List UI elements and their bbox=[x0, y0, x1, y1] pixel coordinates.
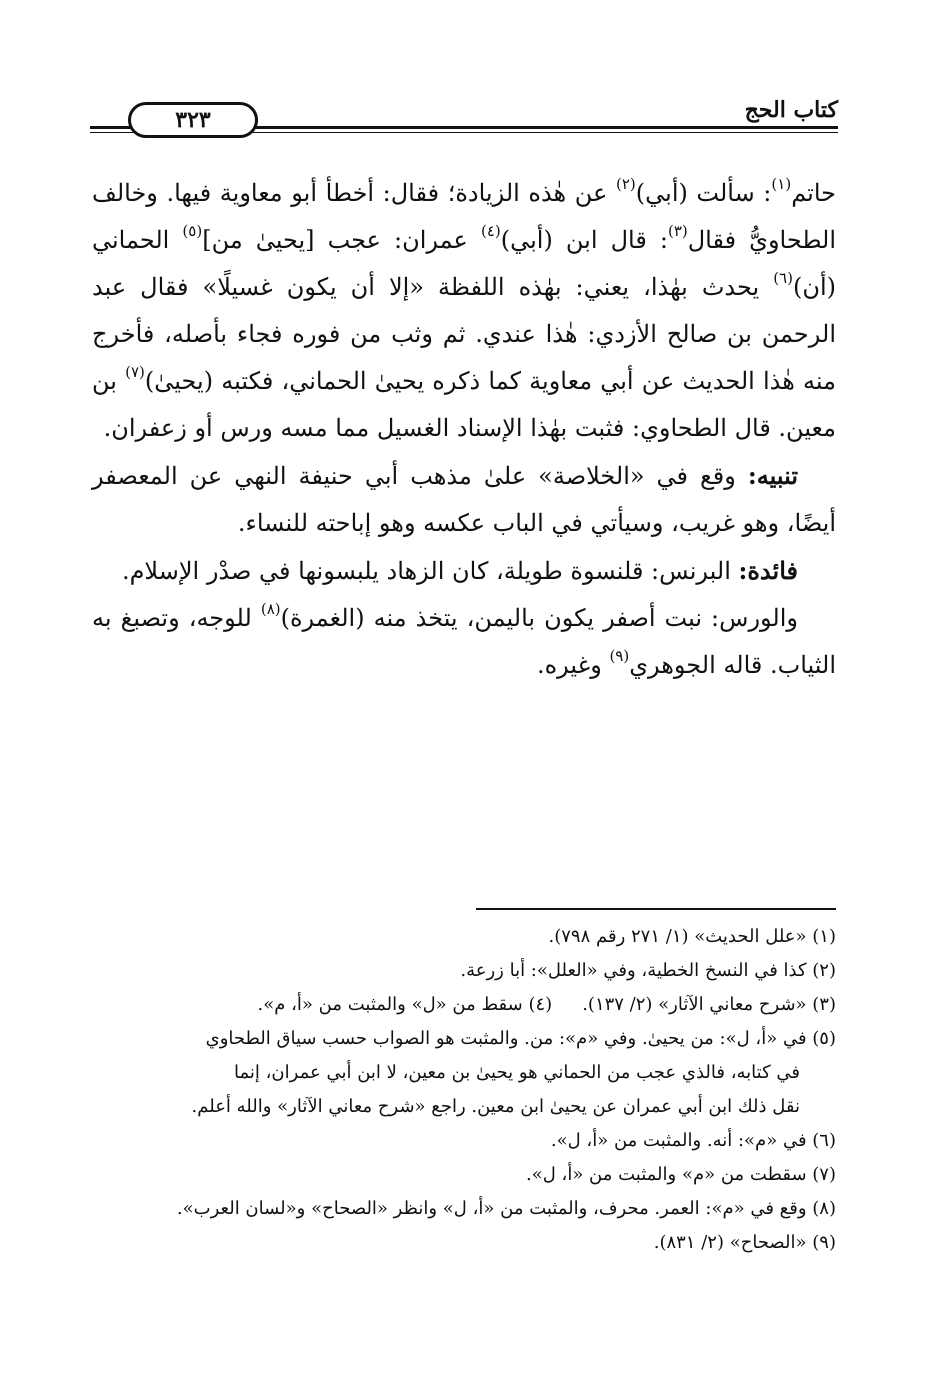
footnote-5: (٥) في «أ، ل»: من يحيىٰ. وفي «م»: من. والمثبت هو الصواب حسب سياق الطحاوي bbox=[205, 1028, 836, 1049]
text-run: : سألت (أبي) bbox=[635, 179, 772, 207]
faida-label: فائدة: bbox=[738, 556, 798, 585]
footnote-row-3-4 bbox=[92, 988, 836, 1022]
footnote-4: (٤) سقط من «ل» والمثبت من «أ، م». bbox=[257, 994, 553, 1015]
tanbih-label: تنبيه: bbox=[747, 461, 799, 490]
footnote-6: (٦) في «م»: أنه. والمثبت من «أ، ل». bbox=[550, 1130, 836, 1151]
footnote-2: (٢) كذا في النسخ الخطية، وفي «العلل»: أبا زرعة. bbox=[460, 960, 836, 981]
page-number: ٣٢٣ bbox=[128, 102, 258, 138]
footnote-5-continued: في كتابه، فالذي عجب من الحماني هو يحيىٰ بن معين، لا ابن أبي عمران، إنما bbox=[234, 1062, 800, 1083]
text-run: الحماني (أن) bbox=[92, 226, 836, 301]
footnote-ref-4[interactable]: (٤) bbox=[480, 222, 501, 240]
footnote-ref-2[interactable]: (٢) bbox=[615, 175, 636, 193]
footnote-separator bbox=[476, 908, 836, 910]
footnote-ref-6[interactable]: (٦) bbox=[773, 269, 793, 287]
footnote-ref-3[interactable]: (٣) bbox=[667, 222, 688, 240]
text-run: للوجه، وتصبغ به الثياب. قاله الجوهري bbox=[92, 604, 836, 679]
page-header bbox=[90, 96, 838, 136]
paragraph-hatim bbox=[92, 170, 836, 452]
text-run: عمران: عجب [يحيىٰ من] bbox=[202, 226, 481, 254]
text-run: البرنس: قلنسوة طويلة، كان الزهاد يلبسونها في صدْر الإسلام. bbox=[121, 557, 739, 585]
text-run: وقع في «الخلاصة» علىٰ مذهب أبي حنيفة النهي عن المعصفر أيضًا، وهو غريب، وسيأتي في الباب عكسه وهو إباحته للنساء. bbox=[92, 462, 836, 537]
text-run: بن معين. قال الطحاوي: فثبت بهٰذا الإسناد الغسيل مما مسه ورس أو زعفران. bbox=[92, 367, 836, 442]
footnote-ref-9[interactable]: (٩) bbox=[609, 647, 630, 665]
text-run: يحدث بهٰذا، يعني: بهٰذه اللفظة «إلا أن يكون غسيلًا» فقال عبد الرحمن بن صالح الأزدي: هٰذا عندي. ثم وثب من فوره فجاء بأصله، فأخرج منه هٰذا الحديث عن أبي معاوية كما ذكره يحيىٰ الحماني، فكتبه (يحيىٰ) bbox=[92, 273, 837, 395]
footnote-ref-8[interactable]: (٨) bbox=[260, 600, 281, 618]
paragraph-faida bbox=[92, 547, 836, 595]
book-title: كتاب الحج bbox=[735, 96, 838, 124]
text-run: عن هٰذه الزيادة؛ فقال: أخطأ أبو معاوية فيها. وخالف الطحاويُّ فقال bbox=[92, 179, 837, 254]
footnote-ref-5[interactable]: (٥) bbox=[182, 222, 203, 240]
footnote-9: (٩) «الصحاح» (٢/ ٨٣١). bbox=[653, 1232, 836, 1253]
footnote-ref-7[interactable]: (٧) bbox=[125, 363, 145, 381]
text-run: والورس: نبت أصفر يكون باليمن، يتخذ منه (الغمرة) bbox=[280, 604, 798, 632]
text-run: وغيره. bbox=[536, 651, 610, 679]
main-text bbox=[92, 170, 836, 689]
footnote-1: (١) «علل الحديث» (١/ ٢٧١ رقم ٧٩٨). bbox=[548, 926, 836, 947]
text-run: حاتم bbox=[791, 179, 836, 207]
footnote-3: (٣) «شرح معاني الآثار» (٢/ ١٣٧). bbox=[582, 994, 836, 1015]
footnote-ref-1[interactable]: (١) bbox=[771, 175, 792, 193]
paragraph-wars bbox=[92, 595, 836, 689]
footnote-8: (٨) وقع في «م»: العمر. محرف، والمثبت من «أ، ل» وانظر «الصحاح» و«لسان العرب». bbox=[176, 1198, 836, 1219]
text-run: : قال ابن (أبي) bbox=[500, 226, 668, 254]
footnote-5-continued: نقل ذلك ابن أبي عمران عن يحيىٰ ابن معين. راجع «شرح معاني الآثار» والله أعلم. bbox=[191, 1096, 800, 1117]
footnote-7: (٧) سقطت من «م» والمثبت من «أ، ل». bbox=[525, 1164, 836, 1185]
footnotes bbox=[92, 920, 836, 1260]
paragraph-tanbih bbox=[92, 452, 836, 547]
